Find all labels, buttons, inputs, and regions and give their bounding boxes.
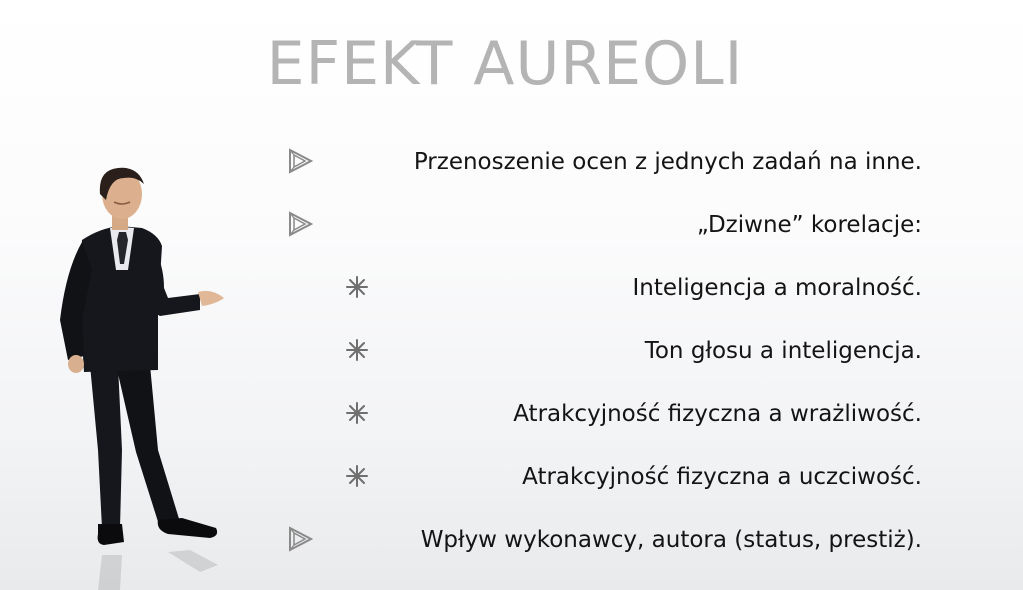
bullet-text: Inteligencja a moralność. [632,275,922,301]
bullet-item [0,394,1023,434]
bullet-item [0,205,1023,245]
bullet-item [0,142,1023,182]
bullet-text: Atrakcyjność fizyczna a wrażliwość. [513,401,922,427]
bullet-item [0,520,1023,560]
asterisk-bullet-icon [344,337,370,363]
bullet-text: Atrakcyjność fizyczna a uczciwość. [522,464,922,490]
triangle-bullet-icon [287,148,313,174]
bullet-text: „Dziwne” korelacje: [696,212,922,238]
bullet-item [0,457,1023,497]
bullet-text: Przenoszenie ocen z jednych zadań na inne. [413,149,922,175]
bullet-item [0,268,1023,308]
bullet-item [0,331,1023,371]
triangle-bullet-icon [287,526,313,552]
asterisk-bullet-icon [344,463,370,489]
slide-title: EFEKT AUREOLI [266,29,744,99]
asterisk-bullet-icon [344,400,370,426]
asterisk-bullet-icon [344,274,370,300]
bullet-text: Wpływ wykonawcy, autora (status, prestiż). [420,527,922,553]
bullet-text: Ton głosu a inteligencja. [644,338,922,364]
triangle-bullet-icon [287,211,313,237]
